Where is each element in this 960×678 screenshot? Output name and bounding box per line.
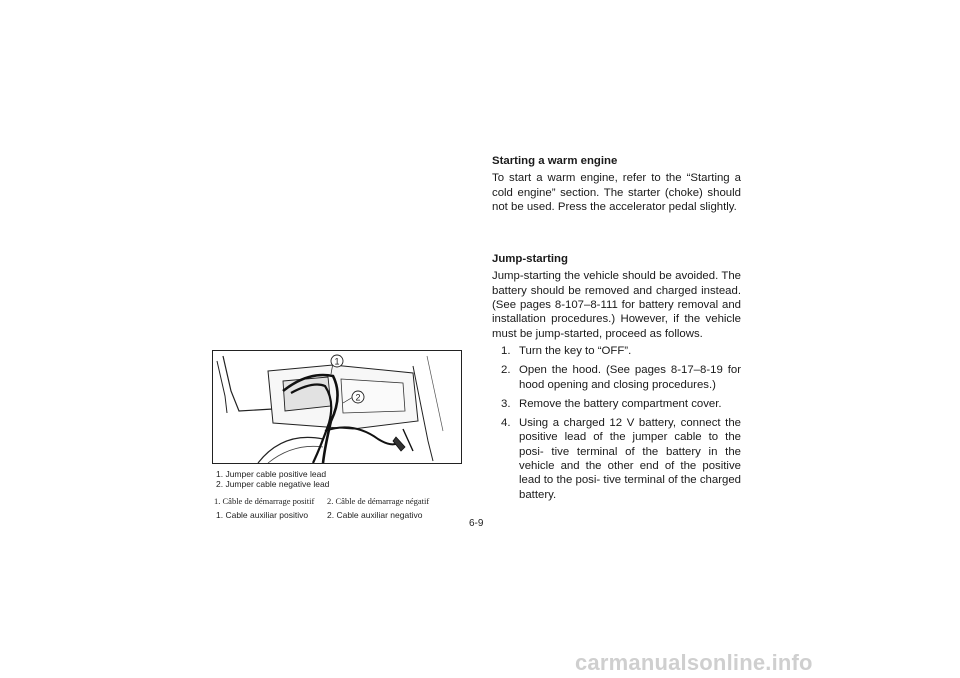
step-text: Remove the battery compartment cover. — [519, 397, 722, 410]
warm-engine-paragraph: To start a warm engine, refer to the “Starting a cold engine” section. The starter (choke) should not be used. Press the accelerator pedal slightly. — [492, 172, 741, 213]
step-number: 1. — [501, 344, 511, 357]
step-number: 4. — [501, 417, 511, 430]
step-number: 2. — [501, 364, 511, 377]
step-text: Using a charged 12 V battery, connect the positive lead of the jumper cable to the posi- tive terminal of the battery in the vehicle and the other end of the positive lead to the posi- tive terminal of the charged battery. — [519, 417, 741, 501]
jump-start-steps — [492, 344, 741, 502]
step-number: 3. — [501, 397, 511, 410]
caption-en-item-2: 2. Jumper cable negative lead — [216, 479, 330, 489]
jump-starting-paragraph: Jump-starting the vehicle should be avoided. The battery should be removed and charged instead. (See pages 8-107–8-111 for battery removal and installation procedures.) However, if the vehicle must be jump-started, proceed as follows. — [492, 270, 741, 340]
step-text: Open the hood. (See pages 8-17–8-19 for hood opening and closing procedures.) — [519, 364, 741, 391]
caption-fr-item-2: 2. Câble de démarrage négatif — [327, 496, 430, 506]
callout-2 — [352, 391, 364, 403]
step-item — [492, 416, 741, 502]
step-item — [492, 363, 741, 392]
page-number: 6-9 — [469, 518, 484, 529]
heading-jump-starting: Jump-starting — [492, 253, 568, 266]
callout-1 — [331, 355, 343, 367]
caption-fr-item-1: 1. Câble de démarrage positif — [214, 496, 315, 506]
right-column — [492, 154, 741, 507]
watermark: carmanualsonline.info — [575, 650, 813, 675]
heading-warm-engine: Starting a warm engine — [492, 155, 618, 167]
step-item — [492, 344, 741, 358]
svg-text:1: 1 — [334, 356, 340, 367]
caption-es-item-2: 2. Cable auxiliar negativo — [327, 510, 423, 520]
caption-english — [216, 469, 329, 489]
step-text: Turn the key to “OFF”. — [519, 344, 632, 357]
jumper-cable-illustration — [212, 350, 462, 464]
caption-es-item-1: 1. Cable auxiliar positivo — [216, 510, 309, 520]
caption-en-item-1: 1. Jumper cable positive lead — [216, 469, 327, 479]
step-item — [492, 397, 741, 411]
svg-text:2: 2 — [355, 392, 361, 403]
